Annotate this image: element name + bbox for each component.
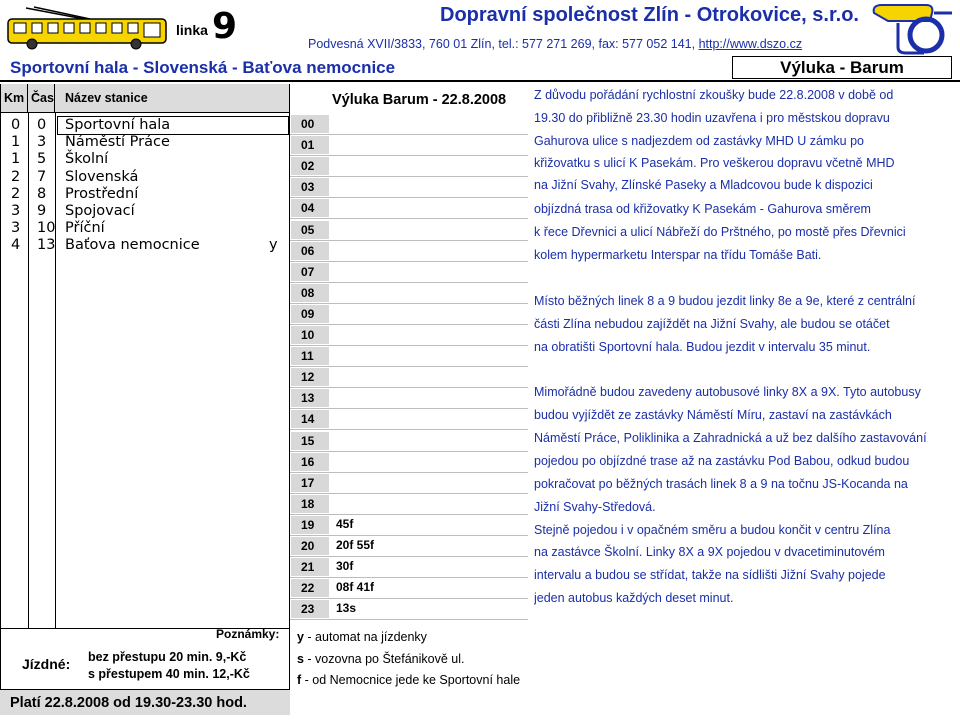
- minutes-cell: [332, 241, 336, 261]
- hour-cell: 17: [290, 473, 330, 493]
- minutes-cell: [332, 325, 336, 345]
- timetable-title: Výluka Barum - 22.8.2008: [332, 92, 507, 108]
- info-line: pokračovat po běžných trasách linek 8 a 9 na točnu JS-Kocanda na: [534, 477, 908, 491]
- info-line: budou vyjíždět ze zastávky Náměstí Míru, zastaví na zastávkách: [534, 408, 892, 422]
- minutes-cell: [332, 156, 336, 176]
- legend-symbol: f: [297, 673, 302, 687]
- info-line: kolem hypermarketu Interspar na třídu Tomáše Bati.: [534, 248, 822, 262]
- stop-time: 13: [37, 237, 56, 254]
- hour-cell: 13: [290, 388, 330, 408]
- stop-row: [1, 151, 289, 169]
- column-header-km: Km: [1, 84, 28, 112]
- legend-symbol: y: [297, 630, 304, 644]
- hour-cell: 08: [290, 283, 330, 303]
- minutes-cell: [332, 262, 336, 282]
- line-number: 9: [212, 6, 238, 47]
- legend-symbol: s: [297, 651, 304, 666]
- hour-cell: 18: [290, 494, 330, 514]
- info-line: na obratišti Sportovní hala. Budou jezdit v intervalu 35 minut.: [534, 340, 871, 354]
- stop-time: 0: [37, 117, 47, 133]
- stop-name: Baťova nemocnice: [65, 237, 200, 254]
- minutes-cell: [332, 452, 336, 472]
- validity-note: Platí 22.8.2008 od 19.30-23.30 hod.: [0, 689, 290, 715]
- hour-cell: 00: [290, 114, 330, 134]
- hour-cell: 01: [290, 135, 330, 155]
- header-divider: [0, 80, 960, 82]
- legend-item: [297, 673, 520, 687]
- hour-cell: 12: [290, 367, 330, 387]
- notes-label: Poznámky:: [216, 627, 280, 641]
- hour-cell: 05: [290, 220, 330, 240]
- minutes-cell: [332, 135, 336, 155]
- stop-time: 5: [37, 151, 47, 168]
- stop-row: [1, 169, 289, 187]
- hour-cell: 11: [290, 346, 330, 366]
- timetable-row-line: [290, 619, 528, 620]
- stop-km: 1: [11, 134, 21, 151]
- hour-cell: 07: [290, 262, 330, 282]
- minutes-cell: [332, 220, 336, 240]
- minutes-cell: [332, 304, 336, 324]
- minutes-cell: [332, 346, 336, 366]
- info-line: Náměstí Práce, Poliklinika a Zahradnická a už bez dalšího zastavování: [534, 431, 927, 445]
- stop-row: [1, 237, 289, 255]
- stop-name: Prostřední: [65, 185, 139, 202]
- info-line: Mimořádně budou zavedeny autobusové linky 8X a 9X. Tyto autobusy: [534, 385, 921, 399]
- stop-name: Náměstí Práce: [65, 134, 170, 151]
- info-line: na Jižní Svahy, Zlínské Paseky a Mladcovou bude k dispozici: [534, 178, 873, 192]
- minutes-cell: [332, 283, 336, 303]
- stop-time: 8: [37, 185, 47, 202]
- hour-cell: 02: [290, 156, 330, 176]
- info-line: na zastávce Školní. Linky 8X a 9X pojedou v dvacetiminutovém: [534, 545, 885, 559]
- hour-cell: 06: [290, 241, 330, 261]
- stop-km: 2: [11, 185, 21, 202]
- stop-note: y: [269, 237, 278, 254]
- minutes-cell: 30f: [336, 559, 354, 574]
- info-line: jeden autobus každých deset minut.: [534, 591, 734, 605]
- hour-cell: 16: [290, 452, 330, 472]
- fare-no-transfer: bez přestupu 20 min. 9,-Kč: [88, 650, 247, 664]
- stop-name: Příční: [65, 220, 105, 237]
- minutes-cell: [332, 114, 336, 134]
- hour-cell: 09: [290, 304, 330, 324]
- route-title: Sportovní hala - Slovenská - Baťova nemocnice: [10, 58, 396, 77]
- hour-cell: 04: [290, 198, 330, 218]
- stop-time: 10: [37, 220, 56, 237]
- stop-name: Slovenská: [65, 168, 139, 185]
- stop-time: 9: [37, 203, 47, 219]
- minutes-cell: 20f 55f: [336, 538, 375, 552]
- info-line: Z důvodu pořádání rychlostní zkoušky bude 22.8.2008 v době od: [534, 88, 894, 102]
- hour-cell: 14: [290, 409, 330, 429]
- hour-cell: 21: [290, 557, 330, 577]
- info-line: objízdná trasa od křižovatky K Pasekám - Gahurova směrem: [534, 202, 871, 216]
- stop-time: 3: [37, 134, 47, 151]
- minutes-cell: [332, 409, 336, 429]
- stop-km: 3: [11, 203, 21, 219]
- minutes-cell: [332, 473, 336, 493]
- hour-cell: 19: [290, 515, 330, 535]
- column-header-time: Čas: [28, 84, 55, 112]
- legend-text: - vozovna po Štefánikově ul.: [303, 651, 465, 666]
- info-line: části Zlína nebudou zajíždět na Jižní Svahy, ale budou se otáčet: [534, 317, 890, 331]
- info-line: 19.30 do přibližně 23.30 hodin uzavřena i pro městskou dopravu: [534, 111, 890, 125]
- info-line: intervalu a budou se střídat, takže na sídlišti Jižní Svahy pojede: [534, 568, 886, 582]
- company-name: Dopravní společnost Zlín - Otrokovice, s.r.o.: [440, 4, 859, 26]
- header-rule: [0, 112, 290, 113]
- legend-item: [297, 652, 464, 666]
- info-line: Jižní Svahy-Středová.: [534, 500, 656, 514]
- company-address: [308, 37, 802, 51]
- legend-text: - od Nemocnice jede ke Sportovní hale: [301, 673, 521, 687]
- info-line: Gahurova ulice s nadjezdem od zastávky MHD U zámku po: [534, 134, 865, 148]
- hour-cell: 22: [290, 578, 330, 598]
- minutes-cell: [332, 367, 336, 387]
- stop-row: [1, 117, 289, 135]
- closure-info-text: [534, 86, 954, 616]
- closure-badge: Výluka - Barum: [732, 56, 952, 79]
- stop-row: [1, 220, 289, 238]
- stop-row: [1, 134, 289, 152]
- stop-time: 7: [37, 168, 47, 185]
- info-line: k řece Dřevnici a ulicí Nábřeží do Prštného, po mostě přes Dřevnici: [534, 225, 906, 239]
- minutes-cell: 45f: [336, 516, 354, 531]
- company-logo-icon: [868, 3, 954, 55]
- info-line: pojedou po objízdné trase až na zastávku Pod Babou, odkud budou: [534, 454, 910, 468]
- address-text: Podvesná XVII/3833, 760 01 Zlín, tel.: 577 271 269, fax: 577 052 141,: [308, 37, 699, 51]
- stop-km: 3: [11, 220, 21, 237]
- minutes-cell: 08f 41f: [336, 580, 375, 595]
- minutes-cell: [332, 431, 336, 451]
- hour-cell: 03: [290, 177, 330, 197]
- fare-with-transfer: s přestupem 40 min. 12,-Kč: [88, 667, 250, 681]
- trolleybus-icon: [6, 6, 168, 52]
- website-link[interactable]: http://www.dszo.cz: [698, 37, 803, 51]
- minutes-cell: [332, 388, 336, 408]
- hour-cell: 20: [290, 536, 330, 556]
- fare-label: Jízdné:: [22, 656, 71, 672]
- stop-km: 1: [11, 151, 21, 168]
- minutes-cell: [332, 177, 336, 197]
- info-line: Místo běžných linek 8 a 9 budou jezdit linky 8e a 9e, které z centrální: [534, 294, 916, 308]
- hour-cell: 10: [290, 325, 330, 345]
- hour-cell: 23: [290, 599, 330, 619]
- info-line: křižovatku s ulicí K Pasekám. Pro veškerou dopravu včetně MHD: [534, 156, 895, 170]
- legend-item: [297, 630, 427, 644]
- hour-cell: 15: [290, 431, 330, 451]
- stop-name: Spojovací: [65, 203, 135, 219]
- stop-name: Školní: [65, 151, 109, 168]
- stop-name: Sportovní hala: [65, 117, 171, 133]
- stop-km: 2: [11, 168, 21, 185]
- stop-km: 4: [11, 237, 21, 254]
- column-header-stop-name: Název stanice: [55, 84, 289, 112]
- minutes-cell: [332, 494, 336, 514]
- line-label: linka: [176, 22, 208, 38]
- info-line: Stejně pojedou i v opačném směru a budou končit v centru Zlína: [534, 523, 891, 537]
- minutes-cell: 13s: [336, 601, 357, 616]
- stop-row: [1, 186, 289, 204]
- legend-text: - automat na jízdenky: [303, 630, 427, 644]
- stop-km: 0: [11, 117, 21, 133]
- stop-row: [1, 203, 289, 221]
- minutes-cell: [332, 198, 336, 218]
